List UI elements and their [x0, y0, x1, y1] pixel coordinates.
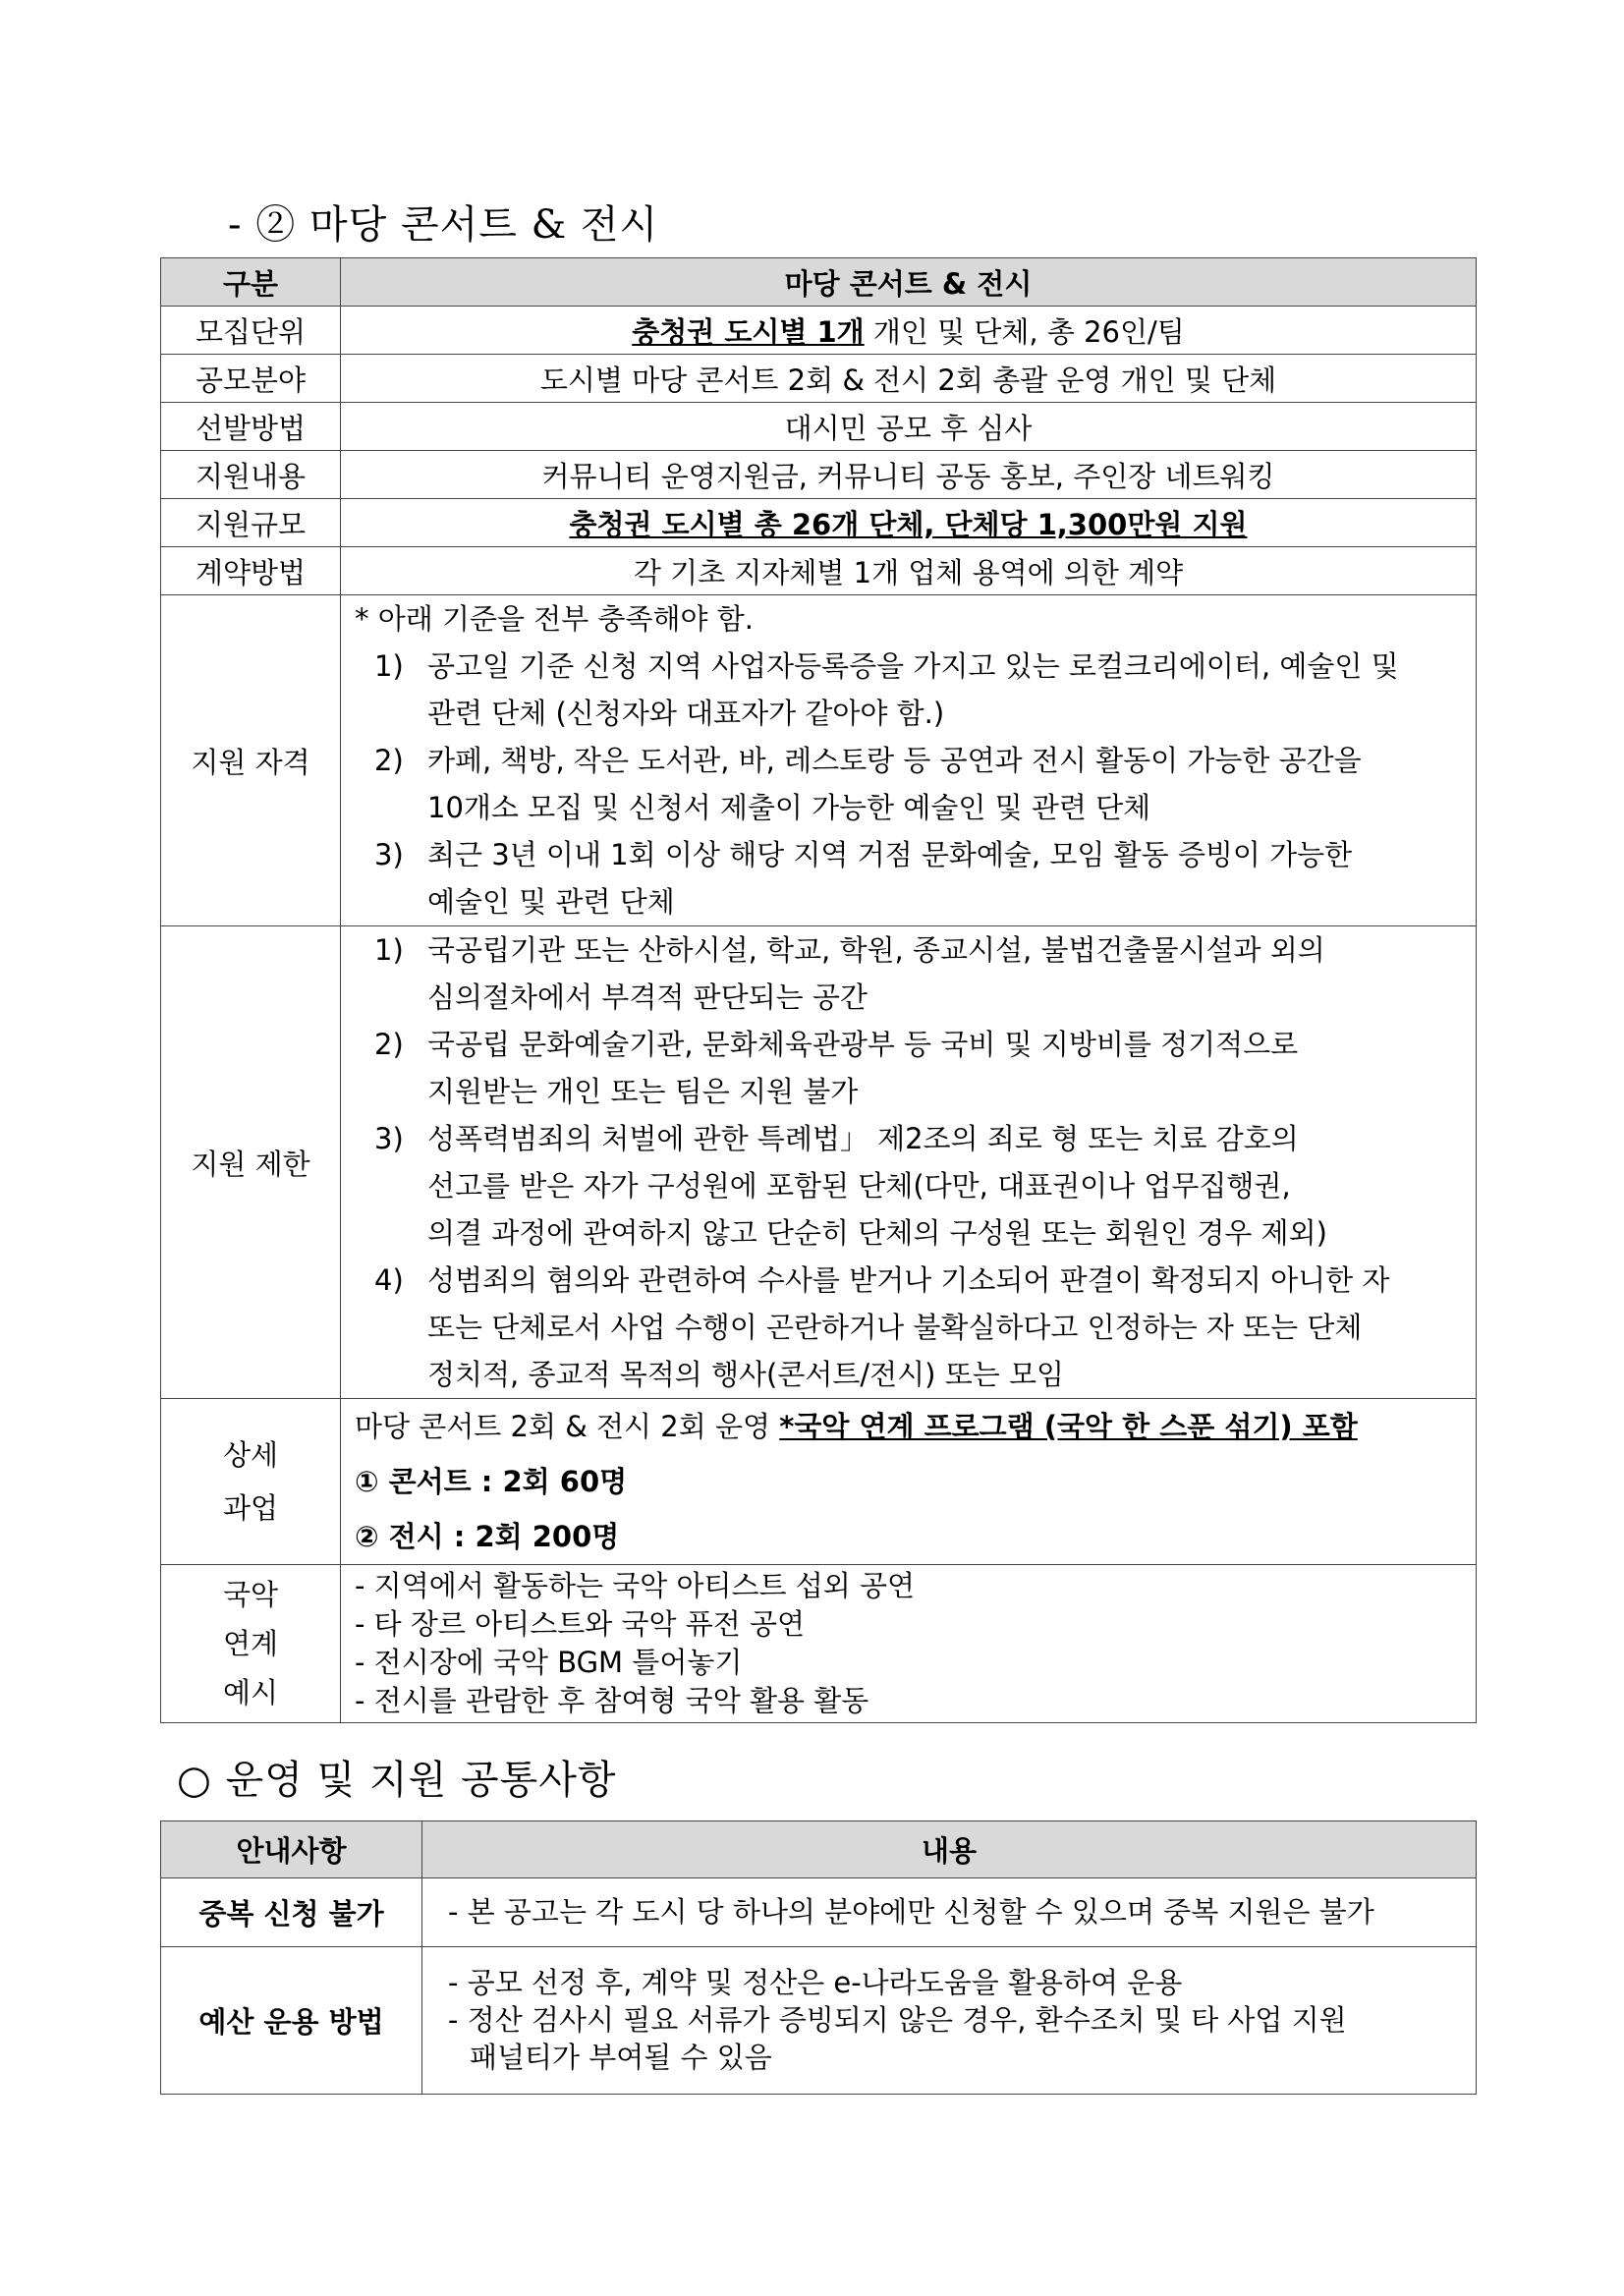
item-line: 10개소 모집 및 신청서 제출이 가능한 예술인 및 관련 단체	[427, 791, 1151, 824]
row-value: 커뮤니티 운영지원금, 커뮤니티 공동 홍보, 주인장 네트워킹	[341, 451, 1477, 499]
section2-title: ○ 운영 및 지원 공통사항	[177, 1758, 617, 1803]
tasks-line2: ① 콘서트 : 2회 60명	[355, 1465, 628, 1498]
item-line: 심의절차에서 부격적 판단되는 공간	[427, 980, 868, 1014]
item-line: 국공립 문화예술기관, 문화체육관광부 등 국비 및 지방비를 정기적으로	[427, 1028, 1299, 1061]
row-label: 중복 신청 불가	[161, 1878, 422, 1947]
tasks-line3: ② 전시 : 2회 200명	[355, 1520, 620, 1553]
item-line: 최근 3년 이내 1회 이상 해당 지역 거점 문화예술, 모임 활동 증빙이 가능한	[427, 838, 1353, 871]
row-value	[341, 1565, 1477, 1723]
row-value: 도시별 마당 콘서트 2회 & 전시 2회 총괄 운영 개인 및 단체	[341, 355, 1477, 403]
label-line: 과업	[222, 1491, 279, 1525]
row-value	[422, 1878, 1477, 1947]
list-item	[355, 1115, 1462, 1257]
item-line: 관련 단체 (신청자와 대표자가 같아야 함.)	[427, 697, 945, 730]
list-item	[355, 643, 1462, 737]
row-label: 모집단위	[161, 307, 341, 355]
item-number: 3)	[374, 838, 404, 871]
item-number: 1)	[374, 933, 404, 967]
item-line: 국공립기관 또는 산하시설, 학교, 학원, 종교시설, 불법건출물시설과 외의	[427, 933, 1325, 967]
row-value	[341, 1399, 1477, 1565]
table-header-row	[161, 258, 1477, 307]
row-tasks	[161, 1399, 1477, 1565]
row-gugak	[161, 1565, 1477, 1723]
item-line: 카페, 책방, 작은 도서관, 바, 레스토랑 등 공연과 전시 활동이 가능한 공간을	[427, 744, 1362, 777]
row-scale	[161, 499, 1477, 547]
scale-value-text: 충청권 도시별 총 26개 단체, 단체당 1,300만원 지원	[569, 507, 1248, 541]
item-number: 1)	[374, 649, 404, 683]
list-item: - 전시를 관람한 후 참여형 국악 활용 활동	[355, 1684, 869, 1717]
item-line: 성폭력범죄의 처벌에 관한 특례법」 제2조의 죄로 형 또는 치료 감호의	[427, 1122, 1299, 1155]
tasks-line1-plain: 마당 콘서트 2회 & 전시 2회 운영	[355, 1410, 780, 1443]
header-col1: 안내사항	[161, 1821, 422, 1878]
item-line: 예술인 및 관련 단체	[427, 885, 675, 919]
label-line: 연계	[222, 1627, 279, 1660]
list-item: - 지역에서 활동하는 국악 아티스트 섭외 공연	[355, 1569, 916, 1602]
row-label: 지원 제한	[161, 926, 341, 1399]
table-row	[161, 1878, 1477, 1947]
row-unit	[161, 307, 1477, 355]
eligibility-intro: * 아래 기준을 전부 충족해야 함.	[355, 602, 754, 636]
row-value	[341, 926, 1477, 1399]
common-rules-table	[160, 1820, 1477, 2095]
unit-rest-text: 개인 및 단체, 총 26인/팀	[864, 314, 1185, 349]
list-item	[355, 831, 1462, 925]
row-method	[161, 403, 1477, 451]
label-line: 예시	[222, 1676, 279, 1709]
row-label	[161, 1565, 341, 1723]
row-label: 지원내용	[161, 451, 341, 499]
row-label: 계약방법	[161, 547, 341, 595]
row-value	[422, 1947, 1477, 2095]
header-col2: 마당 콘서트 & 전시	[341, 258, 1477, 307]
item-number: 2)	[374, 744, 404, 777]
row-field	[161, 355, 1477, 403]
row-value	[341, 307, 1477, 355]
row-line: - 본 공고는 각 도시 당 하나의 분야에만 신청할 수 있으며 중복 지원은 불가	[448, 1894, 1374, 1929]
item-number: 4)	[374, 1263, 404, 1297]
row-value	[341, 595, 1477, 926]
label-line: 국악	[222, 1578, 279, 1611]
list-item	[355, 1257, 1462, 1398]
row-label: 선발방법	[161, 403, 341, 451]
header-col2: 내용	[422, 1821, 1477, 1878]
table-header-row	[161, 1821, 1477, 1878]
row-label: 지원규모	[161, 499, 341, 547]
row-label	[161, 1399, 341, 1565]
list-item	[355, 926, 1462, 1021]
label-line: 상세	[222, 1438, 279, 1472]
list-item: - 전시장에 국악 BGM 틀어놓기	[355, 1646, 743, 1679]
item-number: 2)	[374, 1028, 404, 1061]
row-label: 공모분야	[161, 355, 341, 403]
row-content	[161, 451, 1477, 499]
row-value: 각 기초 지자체별 1개 업체 용역에 의한 계약	[341, 547, 1477, 595]
row-label: 지원 자격	[161, 595, 341, 926]
row-value	[341, 499, 1477, 547]
unit-bold-text: 충청권 도시별 1개	[632, 314, 865, 349]
section1-title: - ② 마당 콘서트 & 전시	[228, 202, 659, 248]
table-row	[161, 1947, 1477, 2095]
list-item	[355, 1021, 1462, 1115]
item-line: 공고일 기준 신청 지역 사업자등록증을 가지고 있는 로컬크리에이터, 예술인 및	[427, 649, 1399, 683]
item-line: 선고를 받은 자가 구성원에 포함된 단체(다만, 대표권이나 업무집행권,	[427, 1169, 1291, 1203]
row-label: 예산 운용 방법	[161, 1947, 422, 2095]
item-line: 지원받는 개인 또는 팀은 지원 불가	[427, 1075, 859, 1108]
row-line: - 공모 선정 후, 계약 및 정산은 e-나라도움을 활용하여 운용	[448, 1965, 1183, 1999]
item-line: 정치적, 종교적 목적의 행사(콘서트/전시) 또는 모임	[427, 1358, 1064, 1391]
row-line: 패널티가 부여될 수 있음	[470, 2040, 772, 2074]
list-item	[355, 737, 1462, 831]
header-col1: 구분	[161, 258, 341, 307]
item-line: 의결 과정에 관여하지 않고 단순히 단체의 구성원 또는 회원인 경우 제외)	[427, 1216, 1327, 1250]
concert-table	[160, 257, 1477, 1723]
tasks-line1	[355, 1399, 1462, 1454]
row-restriction	[161, 926, 1477, 1399]
item-line: 또는 단체로서 사업 수행이 곤란하거나 불확실하다고 인정하는 자 또는 단체	[427, 1311, 1363, 1344]
row-eligibility	[161, 595, 1477, 926]
row-value: 대시민 공모 후 심사	[341, 403, 1477, 451]
row-line: - 정산 검사시 필요 서류가 증빙되지 않은 경우, 환수조치 및 타 사업 지원	[448, 2002, 1347, 2037]
item-line: 성범죄의 혐의와 관련하여 수사를 받거나 기소되어 판결이 확정되지 아니한 자	[427, 1263, 1390, 1297]
list-item: - 타 장르 아티스트와 국악 퓨전 공연	[355, 1607, 805, 1641]
row-contract	[161, 547, 1477, 595]
tasks-line1-bold: *국악 연계 프로그램 (국악 한 스푼 섞기) 포함	[779, 1410, 1358, 1443]
item-number: 3)	[374, 1122, 404, 1155]
